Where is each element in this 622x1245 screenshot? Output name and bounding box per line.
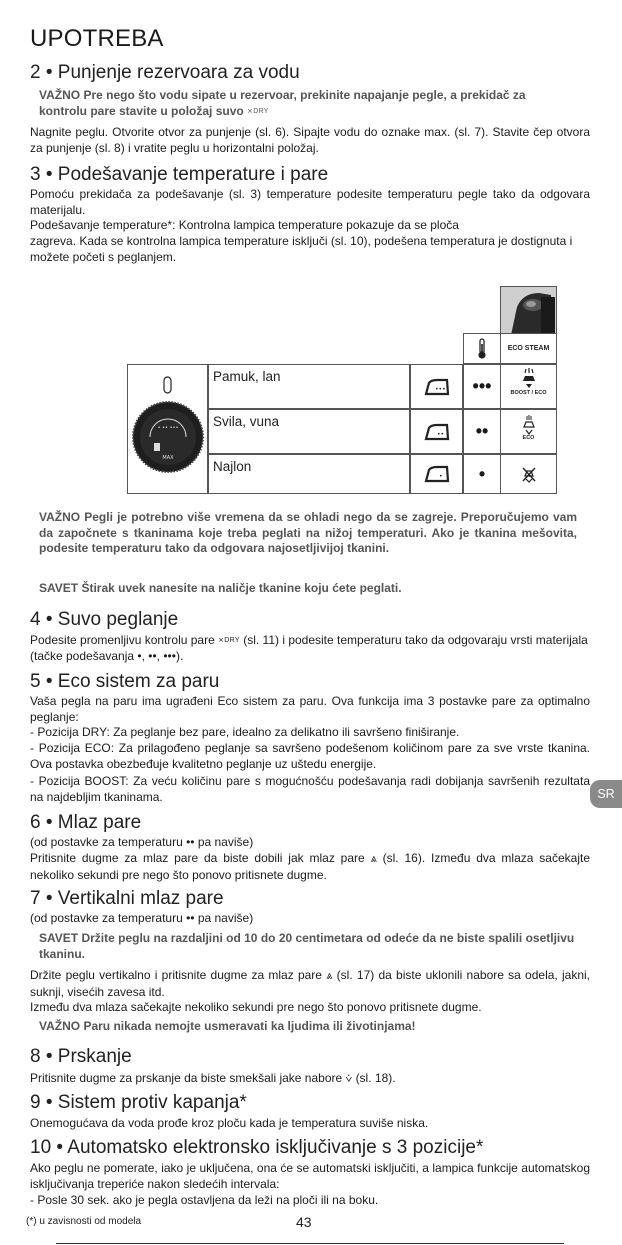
important-note: VAŽNO Pegli je potrebno više vremena da se ohladi nego da se zagreje. Preporučujemo vam da započnete s tkaninama koje treba peglati na nižoj temperaturi. Ako je tkanina mešovita, podesite temperaturu tako da odgovara najosetljivijoj tkanini. [39, 510, 577, 555]
temperature-dots: •• [463, 409, 501, 454]
iron-photo [500, 286, 557, 334]
dry-setting-icon: ⨯DRY [218, 637, 240, 644]
section-6-body [30, 851, 590, 883]
section-5-heading: 5 • Eco sistem za paru [30, 671, 220, 692]
section-8-body [30, 1071, 590, 1088]
boost-steam-icon [501, 365, 558, 393]
section-3-heading: 3 • Podešavanje temperature i pare [30, 164, 329, 185]
section-4-heading: 4 • Suvo peglanje [30, 609, 179, 630]
section-3-body-3: zagreva. Kada se kontrolna lampica temperature isključi (sl. 10), podešena temperatura je dostignuta i možete početi s peglanjem. [30, 234, 573, 264]
section-7-body-text-2: (sl. 17) da biste uklonili nabore sa odela, jakni, suknji, visećih zavesa itd. [30, 968, 590, 999]
section-4-body-text: Podesite promenljivu kontrolu pare [30, 633, 215, 647]
section-3-body-1: Pomoću prekidača za podešavanje (sl. 3) temperature podesite temperaturu pegle tako da odgovara materijalu. [30, 187, 590, 217]
dry-setting-icon: ⨯DRY [247, 108, 269, 115]
section-4-body [30, 633, 590, 664]
steam-setting-cell [500, 409, 557, 454]
boost-eco-label: BOOST / ECO [510, 390, 547, 396]
bottom-divider [56, 1243, 564, 1244]
iron-icon [410, 364, 463, 409]
section-6-sub: (od postavke za temperaturu •• pa naviše) [30, 835, 254, 849]
section-6-body-text: Pritisnite dugme za mlaz pare da biste dobili jak mlaz pare [30, 851, 365, 865]
section-7-body [30, 968, 590, 1000]
fabric-nylon: Najlon [208, 454, 410, 494]
section-2-note-line-1: VAŽNO Pre nego što vodu sipate u rezervoar, prekinite napajanje pegle, a prekidač za [39, 88, 526, 102]
fabric-silk-wool: Svila, vuna [208, 409, 410, 454]
steam-burst-icon: ⩓ [326, 970, 333, 982]
svg-text:•: • [438, 473, 443, 480]
svg-text:•••: ••• [434, 385, 446, 393]
eco-steam-icon [501, 410, 558, 438]
section-5-item-dry: - Pozicija DRY: Za peglanje bez pare, idealno za delikatno ili savršeno finiširanje. [30, 725, 460, 739]
steam-burst-icon: ⩓ [370, 853, 377, 865]
section-2-heading: 2 • Punjenje rezervoara za vodu [30, 62, 300, 83]
section-7-body-text: Držite peglu vertikalno i pritisnite dugme za mlaz pare [30, 968, 322, 982]
section-10-item: - Posle 30 sek. ako je pegla ostavljena da leži na ploči ili na boku. [30, 1193, 379, 1207]
section-8-body-text: Pritisnite dugme za prskanje da biste smekšali jake nabore [30, 1071, 343, 1085]
section-6-body-text-2: (sl. 16). Između dva mlaza sačekajte nekoliko sekundi pre nego što ponovo pritisnete dugme. [30, 851, 590, 882]
section-5-item-boost: - Pozicija BOOST: Za veću količinu pare s mogućnošću podešavanja radi dobijanja savršenih rezultata na najdebljim tkaninama. [30, 774, 590, 804]
page-title: UPOTREBA [30, 25, 164, 52]
temperature-dots: ••• [463, 364, 501, 409]
section-7-tip: SAVET Držite peglu na razdaljini od 10 do 20 centimetara od odeće da ne biste spalili osetljivu tkaninu. [39, 931, 575, 961]
section-10-heading: 10 • Automatsko elektronsko isključivanje s 3 pozicije* [30, 1137, 484, 1158]
steam-setting-cell [500, 364, 557, 409]
section-6-heading: 6 • Mlaz pare [30, 812, 142, 833]
svg-text:••: •• [436, 430, 444, 438]
section-3-body-2: Podešavanje temperature*: Kontrolna lampica temperature pokazuje da se ploča [30, 218, 459, 232]
section-7-sub: (od postavke za temperaturu •• pa naviše) [30, 911, 254, 925]
temperature-dial-cell [127, 364, 208, 494]
starch-tip: SAVET Štirak uvek nanesite na naličje tkanine koju ćete peglati. [39, 581, 402, 595]
no-steam-icon [500, 454, 557, 494]
section-9-body: Onemogućava da voda prođe kroz ploču kada je temperatura suviše niska. [30, 1116, 429, 1130]
section-5-item-eco: - Pozicija ECO: Za prilagođeno peglanje sa savršeno podešenom količinom pare za sve vrste tkanina. Ova postavka obezbeđuje kvalitetno peglanje uz uštedu energije. [30, 741, 590, 771]
section-2-note-text: kontrolu pare stavite u položaj suvo [39, 104, 244, 118]
svg-text:• •• •••: • •• ••• [157, 425, 179, 431]
section-5-body: Vaša pegla na paru ima ugrađeni Eco sistem za paru. Ova funkcija ima 3 postavke pare za optimalno peglanje: [30, 694, 590, 724]
fabric-cotton-linen: Pamuk, lan [208, 364, 410, 409]
model-footnote: (*) u zavisnosti od modela [26, 1216, 142, 1227]
section-2-body: Nagnite peglu. Otvorite otvor za punjenje (sl. 6). Sipajte vodu do oznake max. (sl. 7). Stavite čep otvora za punjenje (sl. 8) i vratite peglu u horizontalni položaj. [30, 125, 590, 155]
section-7-warning: VAŽNO Paru nikada nemojte usmeravati ka ljudima ili životinjama! [39, 1019, 416, 1033]
section-10-body: Ako peglu ne pomerate, iako je uključena, ona će se automatski isključiti, a lampica funkcije automatskog isključivanja treperiće nakon sledećih intervala: [30, 1161, 590, 1191]
temperature-dots: • [463, 454, 501, 494]
thermometer-icon [463, 333, 501, 364]
eco-steam-header: ECO STEAM [500, 333, 557, 364]
spray-icon: ⩒ [345, 1073, 353, 1085]
eco-label: ECO [522, 435, 535, 441]
svg-text:MAX: MAX [162, 455, 174, 461]
temperature-dial-icon [128, 365, 209, 495]
section-7-heading: 7 • Vertikalni mlaz pare [30, 888, 224, 909]
iron-icon [410, 454, 463, 494]
section-8-heading: 8 • Prskanje [30, 1046, 132, 1067]
section-2-note-line-2 [30, 104, 590, 120]
language-tab: SR [590, 780, 622, 808]
section-4-body-text-2: (sl. 11) i podesite temperaturu tako da odgovaraju vrsti materijala (tačke podešavanja •, ••, •••). [30, 633, 588, 663]
section-9-heading: 9 • Sistem protiv kapanja* [30, 1092, 247, 1113]
section-7-body-2: Između dva mlaza sačekajte nekoliko sekundi pre nego što ponovo pritisnete dugme. [30, 1000, 482, 1014]
section-8-body-text-2: (sl. 18). [355, 1071, 396, 1085]
page-number: 43 [296, 1214, 312, 1230]
iron-icon [410, 409, 463, 454]
